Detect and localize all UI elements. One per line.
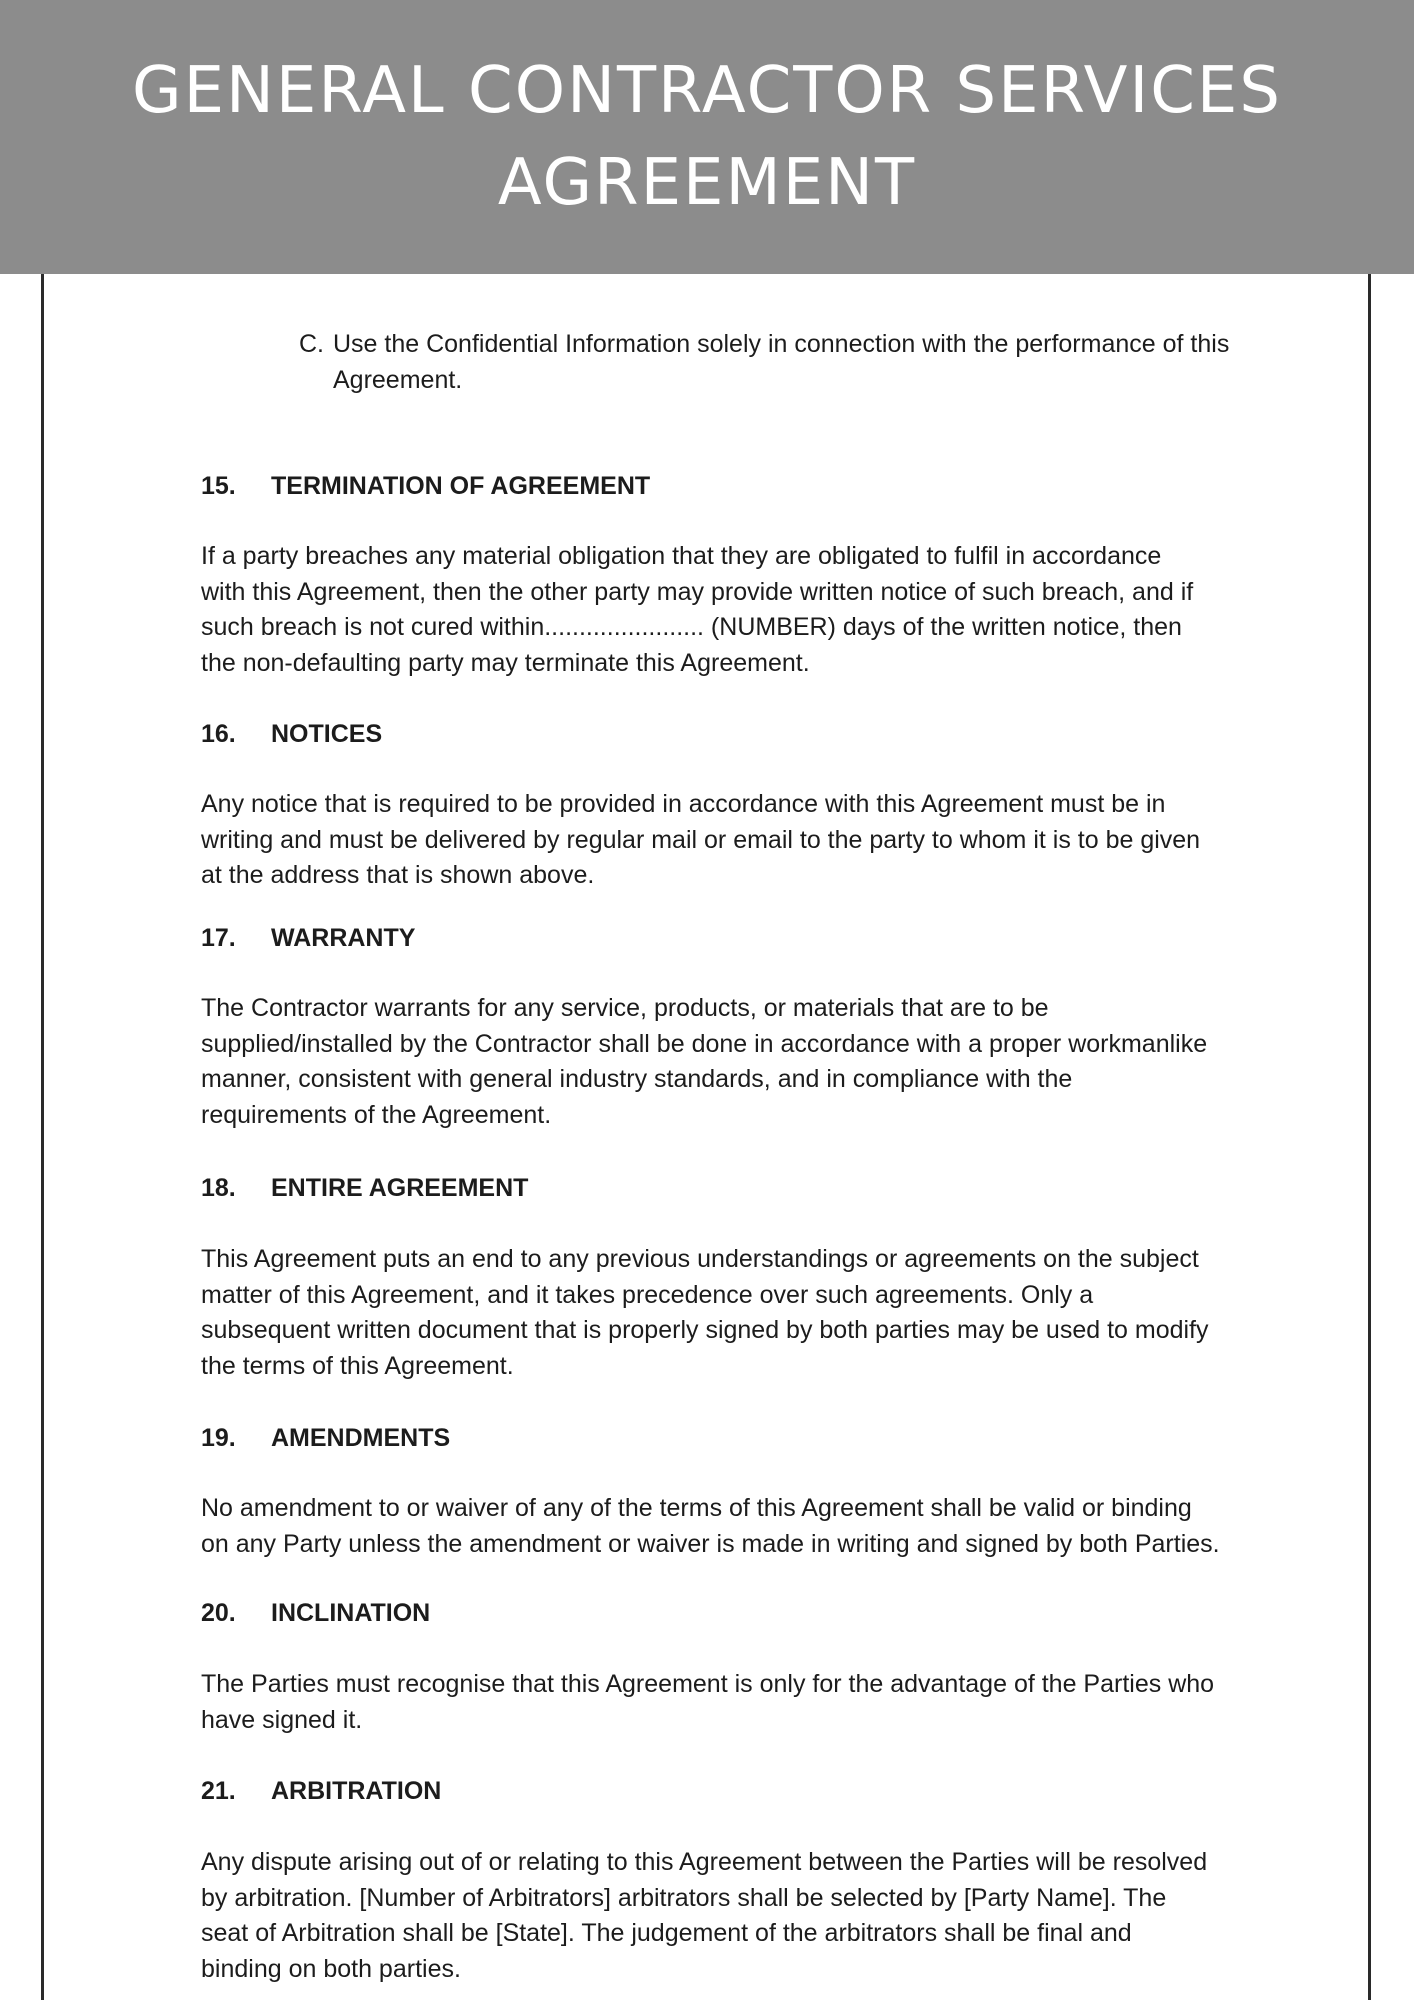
section-title: NOTICES [271,720,383,748]
paragraph-line: The Parties must recognise that this Agreement is only for the advantage of the Parties who [201,1670,1215,1698]
list-item-label: C. [299,330,324,358]
paragraph-line: matter of this Agreement, and it takes precedence over such agreements. Only a [201,1280,1094,1309]
banner-title-line-1: GENERAL CONTRACTOR SERVICES [132,54,1282,128]
list-item-text-line-2: Agreement. [333,366,463,394]
section-number: 21. [201,1777,236,1805]
section-title: AMENDMENTS [271,1424,451,1452]
section-heading-entire-agreement [201,1170,528,1206]
section-body-inclination [201,1667,1214,1738]
document-page [41,274,1371,2000]
section-title: ARBITRATION [271,1777,442,1805]
section-heading-termination [201,468,650,504]
section-title: TERMINATION OF AGREEMENT [271,472,651,500]
section-number: 19. [201,1424,236,1452]
section-title: WARRANTY [271,924,416,952]
section-number: 15. [201,472,236,500]
paragraph-line: by arbitration. [Number of Arbitrators] arbitrators shall be selected by [Party Name]. The [201,1883,1167,1912]
section-body-arbitration [201,1845,1207,1987]
paragraph-line: seat of Arbitration shall be [State]. The judgement of the arbitrators shall be final and [201,1919,1132,1947]
title-banner [0,0,1414,274]
paragraph-line: on any Party unless the amendment or waiver is made in writing and signed by both Parties. [201,1529,1220,1558]
paragraph-line: binding on both parties. [201,1954,461,1983]
paragraph-line: This Agreement puts an end to any previous understandings or agreements on the subject [201,1245,1199,1273]
paragraph-line: manner, consistent with general industry standards, and in compliance with the [201,1065,1073,1093]
paragraph-line: writing and must be delivered by regular mail or email to the party to whom it is to be given [201,825,1201,854]
paragraph-line: the terms of this Agreement. [201,1351,514,1380]
paragraph-line: Any notice that is required to be provided in accordance with this Agreement must be in [201,790,1166,818]
list-item-c [299,326,1309,398]
section-body-termination [201,539,1193,681]
section-title: ENTIRE AGREEMENT [271,1174,529,1202]
paragraph-line: the non-defaulting party may terminate this Agreement. [201,648,810,677]
section-heading-notices [201,716,382,752]
paragraph-line: supplied/installed by the Contractor shall be done in accordance with a proper workmanlike [201,1029,1208,1058]
section-body-amendments [201,1491,1220,1562]
section-heading-inclination [201,1595,430,1631]
section-title: INCLINATION [271,1599,431,1627]
list-item-text-line-1: Use the Confidential Information solely in connection with the performance of this [333,330,1230,358]
section-number: 16. [201,720,236,748]
section-body-entire-agreement [201,1242,1209,1384]
section-number: 17. [201,924,236,952]
paragraph-line: No amendment to or waiver of any of the terms of this Agreement shall be valid or binding [201,1494,1192,1522]
paragraph-line: requirements of the Agreement. [201,1100,552,1129]
section-heading-warranty [201,920,415,956]
section-body-notices [201,787,1200,894]
paragraph-line: Any dispute arising out of or relating to this Agreement between the Parties will be resolved [201,1848,1208,1876]
section-heading-arbitration [201,1773,441,1809]
section-number: 18. [201,1174,236,1202]
paragraph-line: The Contractor warrants for any service, products, or materials that are to be [201,994,1049,1022]
paragraph-line: If a party breaches any material obligation that they are obligated to fulfil in accordance [201,542,1162,570]
banner-title-line-2: AGREEMENT [497,146,917,220]
section-heading-amendments [201,1420,450,1456]
paragraph-line: with this Agreement, then the other party may provide written notice of such breach, and if [201,577,1194,606]
paragraph-line: such breach is not cured within....................... (NUMBER) days of the written notice, then [201,613,1182,641]
section-body-warranty [201,991,1207,1133]
paragraph-line: have signed it. [201,1705,363,1734]
section-number: 20. [201,1599,236,1627]
paragraph-line: at the address that is shown above. [201,861,595,889]
paragraph-line: subsequent written document that is properly signed by both parties may be used to modify [201,1316,1209,1344]
